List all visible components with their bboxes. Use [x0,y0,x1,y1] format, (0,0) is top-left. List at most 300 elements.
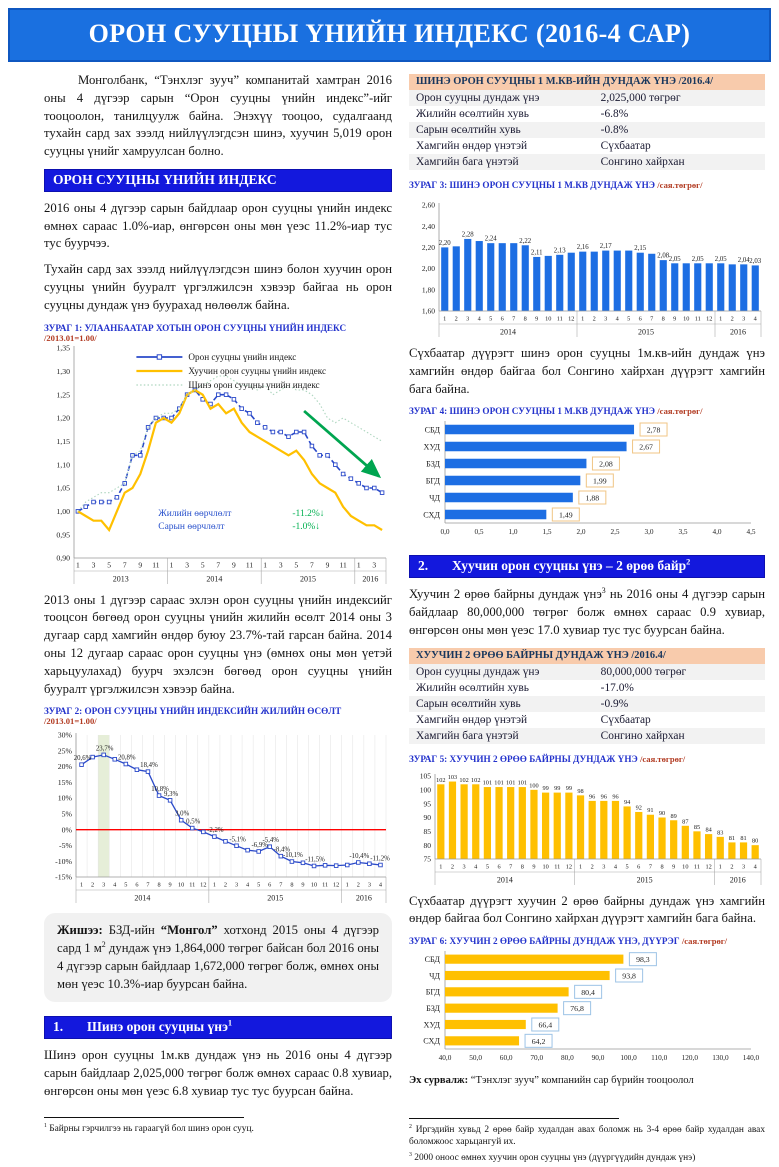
chart1-price-index-line-chart [44,344,392,588]
svg-text:-11.2%↓: -11.2%↓ [292,508,325,519]
svg-text:9: 9 [672,863,676,871]
svg-text:-5,4%: -5,4% [262,837,279,845]
svg-text:96: 96 [589,793,596,801]
right-column [409,72,765,1167]
svg-text:0,5%: 0,5% [186,818,201,826]
svg-text:-10,4%: -10,4% [349,853,370,861]
left-column [44,72,392,1138]
svg-text:12: 12 [333,881,340,889]
report-title: ОРОН СУУЦНЫ ҮНИЙН ИНДЕКС (2016-4 САР) [88,19,691,48]
svg-text:11: 11 [554,863,561,871]
svg-text:100: 100 [419,785,431,795]
table-row: Хамгийн өндөр үнэтэй Сүхбаатар [416,713,651,726]
svg-text:66,4: 66,4 [538,1020,553,1030]
svg-text:5: 5 [124,881,128,889]
chart3-title-unit: /сая.төгрөг/ [657,180,703,190]
svg-text:2015: 2015 [267,893,284,903]
paragraph-old-districts: Сүхбаатар дүүрэгт хуучин 2 өрөө байрны дундаж үнэ хамгийн өндөр байгаа бол Сонгино хайрхан дүүрэгт хамгийн бага байна. [409,893,765,926]
svg-text:11: 11 [152,560,160,570]
svg-text:8: 8 [660,863,664,871]
table-row: Хамгийн өндөр үнэтэй Сүхбаатар [416,140,651,152]
svg-text:ХУД: ХУД [423,1020,440,1030]
old-price-summary-table [409,648,765,744]
svg-text:1: 1 [719,315,723,323]
report-page [0,8,779,1167]
section-2-number: 2. [418,558,429,574]
svg-text:2,78: 2,78 [646,425,661,435]
footnote-1: $^1$ Байрны гэрчилгээ нь гараагүй бол шинэ орон сууц. [44,1122,254,1134]
svg-text:110,0: 110,0 [651,1053,668,1063]
svg-text:8: 8 [157,881,161,889]
svg-text:76,8: 76,8 [570,1004,584,1014]
table-row: Орон сууцны дундаж үнэ 2,025,000 төгрөг [409,90,765,106]
chart3-new-price-bar-chart [409,191,765,341]
chart5-title-text: ЗУРАГ 5: ХУУЧИН 2 ӨРӨӨ БАЙРНЫ ДУНДАЖ ҮНЭ [409,753,638,764]
svg-text:0%: 0% [61,825,72,835]
section-2-footnote-marker: 2 [686,557,691,567]
svg-text:120,0: 120,0 [681,1053,699,1063]
svg-text:6: 6 [135,881,139,889]
svg-text:81: 81 [728,834,736,842]
svg-text:СБД: СБД [424,955,440,965]
svg-text:10: 10 [178,881,185,889]
svg-text:-6,9%: -6,9% [251,842,268,850]
footnote-2: $^2$ Иргэдийн хувьд 2 өрөө байр худалдан авах боломж нь 3-4 өрөө байр худалдан авах боломжоос харьцангуй их. [409,1124,766,1148]
section-1-footnote-marker: 1 [227,1018,233,1028]
svg-text:2,04: 2,04 [737,256,750,264]
svg-text:7: 7 [648,863,652,871]
svg-text:2: 2 [356,881,360,889]
svg-text:0,0: 0,0 [440,527,450,537]
chart4-new-price-district-hbar-chart [409,417,765,541]
svg-text:5: 5 [200,560,205,570]
table-row: Сарын өсөлтийн хувь -0.8% [409,122,765,138]
svg-text:130,0: 130,0 [712,1053,729,1063]
chart4-title-text: ЗУРАГ 4: ШИНЭ ОРОН СУУЦНЫ 1 М.КВ ДУНДАЖ ҮНЭ [409,406,655,417]
svg-text:СБД: СБД [424,425,440,435]
svg-text:99: 99 [554,784,561,792]
svg-text:5%: 5% [61,809,72,819]
svg-text:87: 87 [682,817,689,825]
svg-text:2,05: 2,05 [691,255,704,263]
svg-text:8: 8 [520,863,524,871]
svg-text:101: 101 [482,779,493,787]
svg-text:4: 4 [477,315,481,323]
chart4-title [409,406,765,416]
svg-text:102: 102 [459,776,469,784]
section-header-index-label: ОРОН СУУЦНЫ ҮНИЙН ИНДЕКС [53,171,277,187]
svg-text:12: 12 [706,315,713,323]
example-text: Жишээ: БЗД-ийн “Монгол” хотхонд 2015 оны 4 дүгээр сард 1 $м^2$ дундаж үнэ 1,864,000 төгрөг байсан бол 2016 оны 4 дүгээр сарын байдлаар 1,672,000 төгрөг болж, өмнөх оны мөн үеэс 10.3%-иар буурсан байна. [57,923,379,991]
svg-text:6: 6 [497,863,501,871]
svg-text:1: 1 [718,863,722,871]
spacer [409,1086,765,1112]
svg-text:1: 1 [356,560,361,570]
svg-text:90: 90 [423,812,431,822]
svg-text:5: 5 [627,315,631,323]
svg-text:2016: 2016 [362,574,379,584]
svg-text:4,0: 4,0 [712,527,722,537]
svg-text:1,20: 1,20 [56,413,70,423]
svg-text:101: 101 [517,779,528,787]
svg-text:2016: 2016 [355,893,372,903]
svg-text:89: 89 [670,812,677,820]
svg-text:-11,2%: -11,2% [370,855,390,863]
svg-text:3: 3 [742,315,746,323]
svg-text:7: 7 [122,560,127,570]
svg-text:64,2: 64,2 [531,1037,546,1047]
svg-text:92: 92 [635,804,642,812]
svg-text:5: 5 [107,560,111,570]
svg-text:140,0: 140,0 [742,1053,760,1063]
svg-text:93,8: 93,8 [622,971,636,981]
svg-text:2015: 2015 [638,327,654,337]
svg-text:11: 11 [245,560,254,570]
svg-text:10: 10 [545,315,552,323]
svg-text:1: 1 [169,560,174,570]
svg-text:8: 8 [290,881,294,889]
paragraph-index-history: 2013 оны 1 дүгээр сараас эхлэн орон сууцны үнийн индексийг тооцсон бөгөөд орон сууцны үнийн жилийн өсөлт 2014 оны 3 дугаар сард хамгийн өндөр буюу 23.7%-тай гарсан байна. 2014 оны 12 дугаар сараас орон сууцны үнэ (өмнөх оны мөн үетэй харьцуулахад) буурч эхэлсэн бөгөөд орон сууцны үнийн бууралт үргэлжилсэн хэвээр байна. [44,592,392,696]
two-column-layout [0,72,779,1167]
svg-text:9: 9 [325,560,330,570]
svg-text:2014: 2014 [134,893,151,903]
svg-text:96: 96 [612,793,619,801]
svg-text:2,28: 2,28 [461,231,474,239]
table-row: Сарын өсөлтийн хувь -0.9% [409,696,765,712]
svg-text:СХД: СХД [423,510,440,520]
svg-text:70,0: 70,0 [530,1053,544,1063]
svg-text:Шинэ орон сууцны үнийн индекс: Шинэ орон сууцны үнийн индекс [188,379,320,390]
svg-text:10: 10 [310,881,318,889]
svg-text:9: 9 [532,863,536,871]
table-row: Орон сууцны дундаж үнэ 80,000,000 төгрөг [409,664,765,680]
svg-text:2,03: 2,03 [749,257,762,265]
svg-text:7: 7 [509,863,513,871]
svg-text:3,0: 3,0 [644,527,654,537]
svg-text:1: 1 [79,881,84,889]
svg-text:96: 96 [600,793,607,801]
svg-text:2014: 2014 [206,574,223,584]
svg-text:7: 7 [512,315,516,323]
chart6-title [409,936,765,946]
svg-text:3: 3 [741,863,746,871]
svg-text:0,95: 0,95 [56,529,70,539]
paragraph-index-monthly: 2016 оны 4 дүгээр сарын байдлаар орон сууцны үнийн индекс өмнөх сараас 1.0%-иар, өнгөрсөн оны мөн үеэс 11.2%-иар тус тус буурчээ. [44,200,392,251]
svg-text:2,60: 2,60 [421,200,435,210]
section-2-header [409,555,765,578]
svg-text:1: 1 [76,560,80,570]
svg-text:0,5: 0,5 [474,527,484,537]
svg-text:3,0%: 3,0% [175,810,190,818]
svg-text:3: 3 [367,881,371,889]
svg-text:2,24: 2,24 [484,235,497,243]
chart3-title [409,180,765,190]
svg-text:85: 85 [693,823,701,831]
chart6-title-text: ЗУРАГ 6: ХУУЧИН 2 ӨРӨӨ БАЙРНЫ ДУНДАЖ ҮНЭ, ДҮҮРЭГ [409,936,680,947]
svg-text:2,0: 2,0 [576,527,586,537]
svg-text:102: 102 [436,776,446,784]
svg-text:3: 3 [602,863,606,871]
svg-text:94: 94 [623,798,631,806]
svg-text:8: 8 [661,315,665,323]
chart2-title-unit: /2013.01=1.00/ [44,716,97,727]
svg-text:2016: 2016 [730,327,746,337]
svg-text:7: 7 [310,560,314,570]
table-row: Жилийн өсөлтийн хувь -17.0% [416,681,634,694]
svg-text:4: 4 [753,863,757,871]
svg-text:10,8%: 10,8% [151,786,169,794]
example-box [44,913,392,1002]
svg-text:1,15: 1,15 [56,436,70,446]
svg-text:10: 10 [683,315,690,323]
svg-text:9: 9 [232,560,236,570]
svg-text:БЗД: БЗД [426,1004,440,1014]
svg-text:7: 7 [216,560,221,570]
svg-text:7: 7 [279,881,283,889]
svg-text:75: 75 [423,854,431,864]
svg-text:2,20: 2,20 [438,239,451,247]
svg-text:101: 101 [494,779,504,787]
svg-text:101: 101 [505,779,516,787]
intro-paragraph: Монголбанк, “Тэнхлэг зууч” компанитай хамтран 2016 оны 4 дүгээр сарын “Орон сууцны үнийн индекс”-ийг тооцоолон, танилцуулж байна. Энэхүү тооцоо, судалгаанд тухайн сард зах зээлд нийлүүлэгдсэн шинэ, хуучин 5,019 орон сууцны үнийг хамруулсан болно. [44,73,392,159]
svg-text:9,3%: 9,3% [164,791,179,799]
svg-text:6: 6 [637,863,641,871]
svg-text:4: 4 [378,881,383,889]
svg-text:40,0: 40,0 [438,1053,452,1063]
svg-text:2: 2 [592,315,596,323]
svg-text:80,4: 80,4 [581,988,595,998]
svg-text:2: 2 [91,881,95,889]
svg-text:83: 83 [717,829,724,837]
paragraph-index-context: Тухайн сард зах зээлд нийлүүлэгдсэн шинэ болон хуучин орон сууцны үнийн бууралт үргэлжилсэн хэвээр байгаа нь орон сууцны дундаж үнэ буурахад нөлөөлж байна. [44,262,392,312]
svg-text:1,49: 1,49 [558,510,573,520]
svg-text:3: 3 [278,560,283,570]
chart6-title-unit: /сая.төгрөг/ [681,936,728,947]
svg-text:1,30: 1,30 [56,366,70,376]
section-1-number: 1. [53,1019,64,1035]
chart2-title [44,706,392,726]
svg-text:81: 81 [740,834,747,842]
svg-text:2014: 2014 [500,327,516,337]
svg-text:7: 7 [146,881,150,889]
svg-text:2,05: 2,05 [668,255,681,263]
svg-text:3: 3 [604,315,608,323]
svg-text:12: 12 [568,315,575,323]
svg-text:2,15: 2,15 [634,245,647,253]
svg-text:Жилийн өөрчлөлт: Жилийн өөрчлөлт [158,508,232,519]
chart3-title-text: ЗУРАГ 3: ШИНЭ ОРОН СУУЦНЫ 1 М.КВ ДУНДАЖ ҮНЭ [409,180,655,190]
svg-text:20%: 20% [57,762,72,772]
svg-text:1,05: 1,05 [56,483,70,493]
paragraph-old-price: Хуучин 2 өрөө байрны дундаж үнэ$^3$ нь 2016 оны 4 дүгээр сарын байдлаар 80,000,000 төгрөг болж өмнөх сараас 0.9 хувиар, өнгөрсөн оны мөн үеэс 17.0 хувиар тус тус буурсан байна. [409,586,765,637]
svg-text:30%: 30% [57,730,72,740]
svg-text:9: 9 [673,315,677,323]
svg-text:2,5: 2,5 [610,527,620,537]
footnote-rule-left [44,1117,244,1118]
svg-text:2,08: 2,08 [657,252,670,260]
svg-text:-15%: -15% [55,872,72,882]
svg-text:1: 1 [578,863,583,871]
svg-text:11: 11 [339,560,347,570]
svg-text:Хуучин орон сууцны үнийн индек: Хуучин орон сууцны үнийн индекс [188,365,327,376]
svg-text:4,5: 4,5 [746,527,756,537]
svg-text:6: 6 [638,315,642,323]
svg-text:2: 2 [590,863,594,871]
svg-text:84: 84 [705,826,712,834]
svg-text:1,25: 1,25 [56,389,70,399]
svg-text:2: 2 [730,863,734,871]
svg-text:3,5: 3,5 [678,527,688,537]
svg-text:98: 98 [577,787,584,795]
chart5-title [409,754,765,764]
svg-text:1,5: 1,5 [542,527,552,537]
svg-text:-2,2%: -2,2% [207,827,224,835]
svg-text:9: 9 [301,881,305,889]
svg-text:4: 4 [615,315,619,323]
new-price-summary-table [409,74,765,170]
svg-text:Сарын өөрчлөлт: Сарын өөрчлөлт [158,521,225,532]
svg-text:80: 80 [752,837,759,845]
svg-text:1: 1 [581,315,585,323]
source-line: Эх сурвалж: “Тэнхлэг зууч” компанийн сар бүрийн тооцоолол [409,1075,694,1087]
svg-text:СХД: СХД [423,1036,440,1046]
svg-text:80,0: 80,0 [561,1053,574,1063]
svg-text:ЧД: ЧД [429,493,440,503]
svg-text:11: 11 [189,881,196,889]
svg-text:3: 3 [372,560,377,570]
svg-text:1,0: 1,0 [508,527,518,537]
svg-text:ЧД: ЧД [429,971,440,981]
svg-text:2,08: 2,08 [599,459,613,469]
svg-text:1,00: 1,00 [56,506,70,516]
svg-text:5: 5 [485,863,489,871]
section-1-label: Шинэ орон сууцны үнэ [87,1019,228,1035]
chart1-title [44,323,392,343]
svg-text:2: 2 [454,315,458,323]
table2-title: ХУУЧИН 2 ӨРӨӨ БАЙРНЫ ДУНДАЖ ҮНЭ /2016.4/ [409,648,765,664]
svg-text:12: 12 [200,881,207,889]
svg-text:60,0: 60,0 [499,1053,513,1063]
svg-text:2014: 2014 [496,875,513,885]
svg-text:91: 91 [647,806,654,814]
svg-text:23,7%: 23,7% [95,745,114,753]
svg-text:-10%: -10% [55,857,72,867]
svg-text:2,40: 2,40 [421,221,435,231]
svg-text:25%: 25% [57,746,72,756]
svg-text:102: 102 [471,776,481,784]
svg-text:8: 8 [523,315,527,323]
svg-text:3: 3 [91,560,96,570]
svg-text:2013: 2013 [112,574,129,584]
svg-text:6: 6 [268,881,272,889]
chart2-title-text: ЗУРАГ 2: ОРОН СУУЦНЫ ҮНИЙН ИНДЕКСИЙН ЖИЛИЙН ӨСӨЛТ [44,706,342,717]
svg-text:2,13: 2,13 [553,247,566,255]
svg-text:100: 100 [529,782,539,790]
table-row: Жилийн өсөлтийн хувь -6.8% [416,108,629,120]
chart2-annual-growth-line-chart [44,727,392,907]
svg-text:2,11: 2,11 [530,249,543,257]
svg-text:80: 80 [423,840,431,850]
svg-text:105: 105 [419,771,431,781]
report-title-banner [8,8,771,62]
svg-text:100,0: 100,0 [620,1053,637,1063]
svg-text:2: 2 [450,863,455,871]
svg-text:1: 1 [263,560,267,570]
svg-text:2,67: 2,67 [639,442,653,452]
svg-text:БГД: БГД [425,476,440,486]
svg-text:7: 7 [650,315,654,323]
svg-text:-1.0%↓: -1.0%↓ [292,521,321,532]
chart4-title-unit: /сая.төгрөг/ [657,406,703,417]
svg-text:1,10: 1,10 [56,459,70,469]
svg-text:-5,1%: -5,1% [229,836,246,844]
svg-text:4: 4 [246,881,250,889]
chart5-title-unit: /сая.төгрөг/ [640,753,686,764]
svg-text:2,17: 2,17 [599,243,612,251]
svg-text:5: 5 [625,863,629,871]
svg-text:2,20: 2,20 [421,243,435,252]
svg-text:103: 103 [447,773,458,781]
svg-text:20,6%: 20,6% [73,755,92,763]
svg-text:2: 2 [223,881,228,889]
svg-text:-5%: -5% [59,841,72,851]
chart6-old-price-district-hbar-chart [409,947,765,1067]
svg-text:4: 4 [753,315,757,323]
svg-text:11: 11 [322,881,329,889]
svg-text:11: 11 [694,315,701,323]
svg-text:9: 9 [138,560,143,570]
svg-text:5: 5 [489,315,493,323]
svg-text:99: 99 [565,784,573,792]
svg-text:4: 4 [613,863,618,871]
paragraph-new-districts: Сүхбаатар дүүрэгт шинэ орон сууцны 1м.кв-ийн дундаж үнэ хамгийн өндөр байгаа бол Сонгино хайрхан дүүрэгт хамгийн бага байна. [409,346,765,396]
section-1-header [44,1016,392,1039]
svg-text:2,00: 2,00 [421,264,435,274]
svg-text:11: 11 [556,315,563,323]
svg-text:1,60: 1,60 [421,306,435,316]
svg-text:2: 2 [730,315,734,323]
svg-text:3: 3 [462,863,466,871]
chart5-old-price-bar-chart [409,765,765,889]
svg-text:6: 6 [500,315,504,323]
svg-text:1: 1 [345,881,349,889]
svg-text:3: 3 [185,560,189,570]
svg-text:4: 4 [113,881,117,889]
svg-text:3: 3 [102,881,106,889]
svg-text:5: 5 [257,881,261,889]
svg-text:95: 95 [423,798,431,808]
svg-text:90,0: 90,0 [591,1053,605,1063]
svg-text:2015: 2015 [636,875,653,885]
svg-text:-10,1%: -10,1% [282,852,303,860]
svg-text:10: 10 [542,863,549,871]
svg-text:ХУД: ХУД [423,442,440,452]
svg-text:15%: 15% [57,778,72,788]
svg-text:1,88: 1,88 [585,493,600,503]
svg-text:1: 1 [212,881,216,889]
svg-text:12: 12 [565,863,573,871]
svg-text:1: 1 [443,315,447,323]
svg-text:-11,5%: -11,5% [305,856,325,864]
chart1-title-unit: /2013.01=1.00/ [44,332,97,343]
svg-text:10%: 10% [57,793,72,803]
svg-text:3: 3 [234,881,239,889]
svg-text:2,05: 2,05 [714,255,727,263]
svg-text:1,99: 1,99 [592,476,607,486]
svg-text:3: 3 [466,315,470,323]
footnote-rule-right [409,1118,619,1119]
svg-text:БГД: БГД [425,987,440,997]
